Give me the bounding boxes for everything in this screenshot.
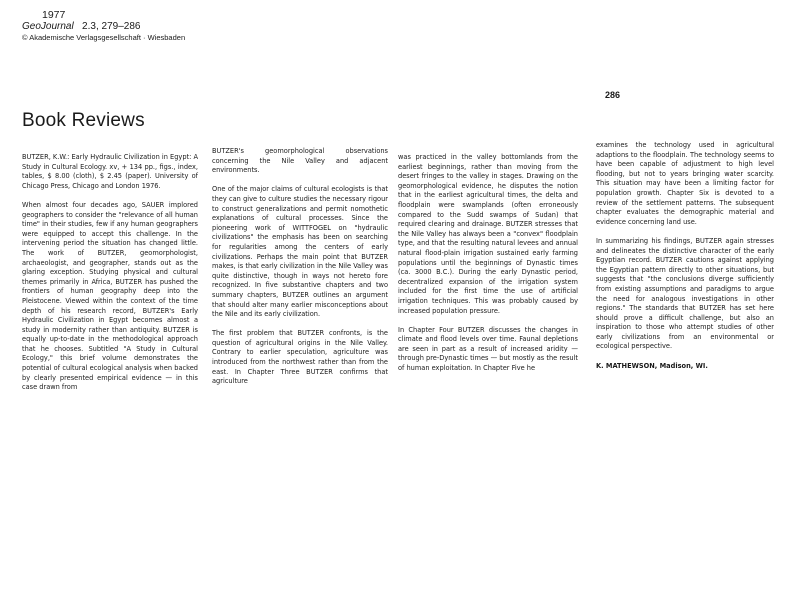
paragraph: BUTZER's geomorphological observations concerning the Nile Valley and adjacent environments. <box>212 146 388 175</box>
paragraph: was practiced in the valley bottomlands from the earliest beginnings, rather than moving from the desert fringes to the valley in stages. Drawing on the geomorphological evidence, he disputes the notion that in the earliest agricultural times, the delta and floodplain were swamplands (often erroneously compared to the Sudd swamps of Sudan) that required clearing and drainage. BUTZER stresses that the Nile Valley has always been a "convex" floodplain type, and that the resulting natural levees and annual natural flood-plain irrigation sustained early farming populations until the beginnings of Dynastic times (ca. 3000 B.C.). During the early Dynastic period, decentralized expansion of the irrigation system included for the first time the use of artificial irrigation techniques. This was probably caused by increased population pressure. <box>398 152 578 315</box>
text-column-2 <box>212 146 388 395</box>
paragraph: BUTZER, K.W.: Early Hydraulic Civilization in Egypt: A Study in Cultural Ecology. xv, + 134 pp., figs., index, tables, $ 8.00 (cloth), $ 2.45 (paper). University of Chicago Press, Chicago and London 1976. <box>22 152 198 190</box>
page-number: 286 <box>605 90 621 100</box>
header-issue: 2.3, 279–286 <box>82 21 141 32</box>
paragraph: In Chapter Four BUTZER discusses the changes in climate and flood levels over time. Faunal depletions are seen in part as a result of increased aridity — through pre-Dynastic times — but mostly as the result of human exploitation. In Chapter Five he <box>398 324 578 373</box>
paragraph: When almost four decades ago, SAUER implored geographers to consider the "relevance of all human time" in their studies, few if any human geographers were equipped to accept this challenge. In the intervening period the situation has changed little. The work of BUTZER, geomorphologist, archaeologist, and geographer, stands out as the glaring exception. Studying physical and cultural themes primarily in Africa, BUTZER has pushed the frontiers of human geography deep into the Pleistocene. Viewed within the context of the time depth of his research record, BUTZER's Early Hydraulic Civilization in Egypt becomes almost a study in modernity rather than antiquity. BUTZER is equally up-to-date in the methodological approach that he chooses. Subtitled "A Study in Cultural Ecology," this brief volume demonstrates the potential of cultural ecological analysis when backed by clearly presented empirical evidence — in this case drawn from <box>22 199 198 392</box>
header-journal: GeoJournal <box>22 21 74 32</box>
journal-header <box>22 10 185 43</box>
text-column-3 <box>398 152 578 382</box>
text-column-4 <box>596 140 774 370</box>
paragraph: In summarizing his findings, BUTZER again stresses and delineates the distinctive character of the early Egyptian record. BUTZER cautions against applying the Egyptian pattern directly to other situations, but suggests that "the conclusions diverge sufficiently from existing assumptions and paradigms to argue the need for analogous investigations in other regions." The standards that BUTZER has set here should prove a difficult challenge, but also an inspiration to those who attempt studies of other early civilizations from an environmental or ecological perspective. <box>596 235 774 351</box>
header-publisher: © Akademische Verlagsgesellschaft · Wiesbaden <box>22 33 186 42</box>
section-title: Book Reviews <box>22 110 145 131</box>
paragraph: One of the major claims of cultural ecologists is that they can give to culture studies the necessary rigour to construct generalizations and permit nomothetic explanations of cultural processes. Since the pioneering work of WITTFOGEL on "hydraulic civilizations" the emphasis has been on searching for regularities among the centers of early civilizations. Perhaps the main point that BUTZER makes, is that early civilization in the Nile Valley was quite distinctive, though in ways not hereto fore recognized. In five substantive chapters and two summary chapters, BUTZER outlines an argument that should alter many earlier misconceptions about the Nile and its early civilization. <box>212 184 388 319</box>
reviewer-signature: K. MATHEWSON, Madison, WI. <box>596 360 708 370</box>
text-column-1 <box>22 152 198 401</box>
paragraph: examines the technology used in agricultural adaptions to the floodplain. The technology seems to have been capable of adjustment to high level flooding, but not to years bringing water scarcity. This situation may have been a limiting factor for population growth. Chapter Six is devoted to a review of the settlement patterns. The subsequent chapter evaluates the demographic material and evidence concerning land use. <box>596 140 774 226</box>
paragraph: The first problem that BUTZER confronts, is the question of agricultural origins in the Nile Valley. Contrary to earlier speculation, agriculture was introduced from the northwest rather than from the east. In Chapter Three BUTZER confirms that agriculture <box>212 328 388 386</box>
header-year: 1977 <box>42 9 66 21</box>
